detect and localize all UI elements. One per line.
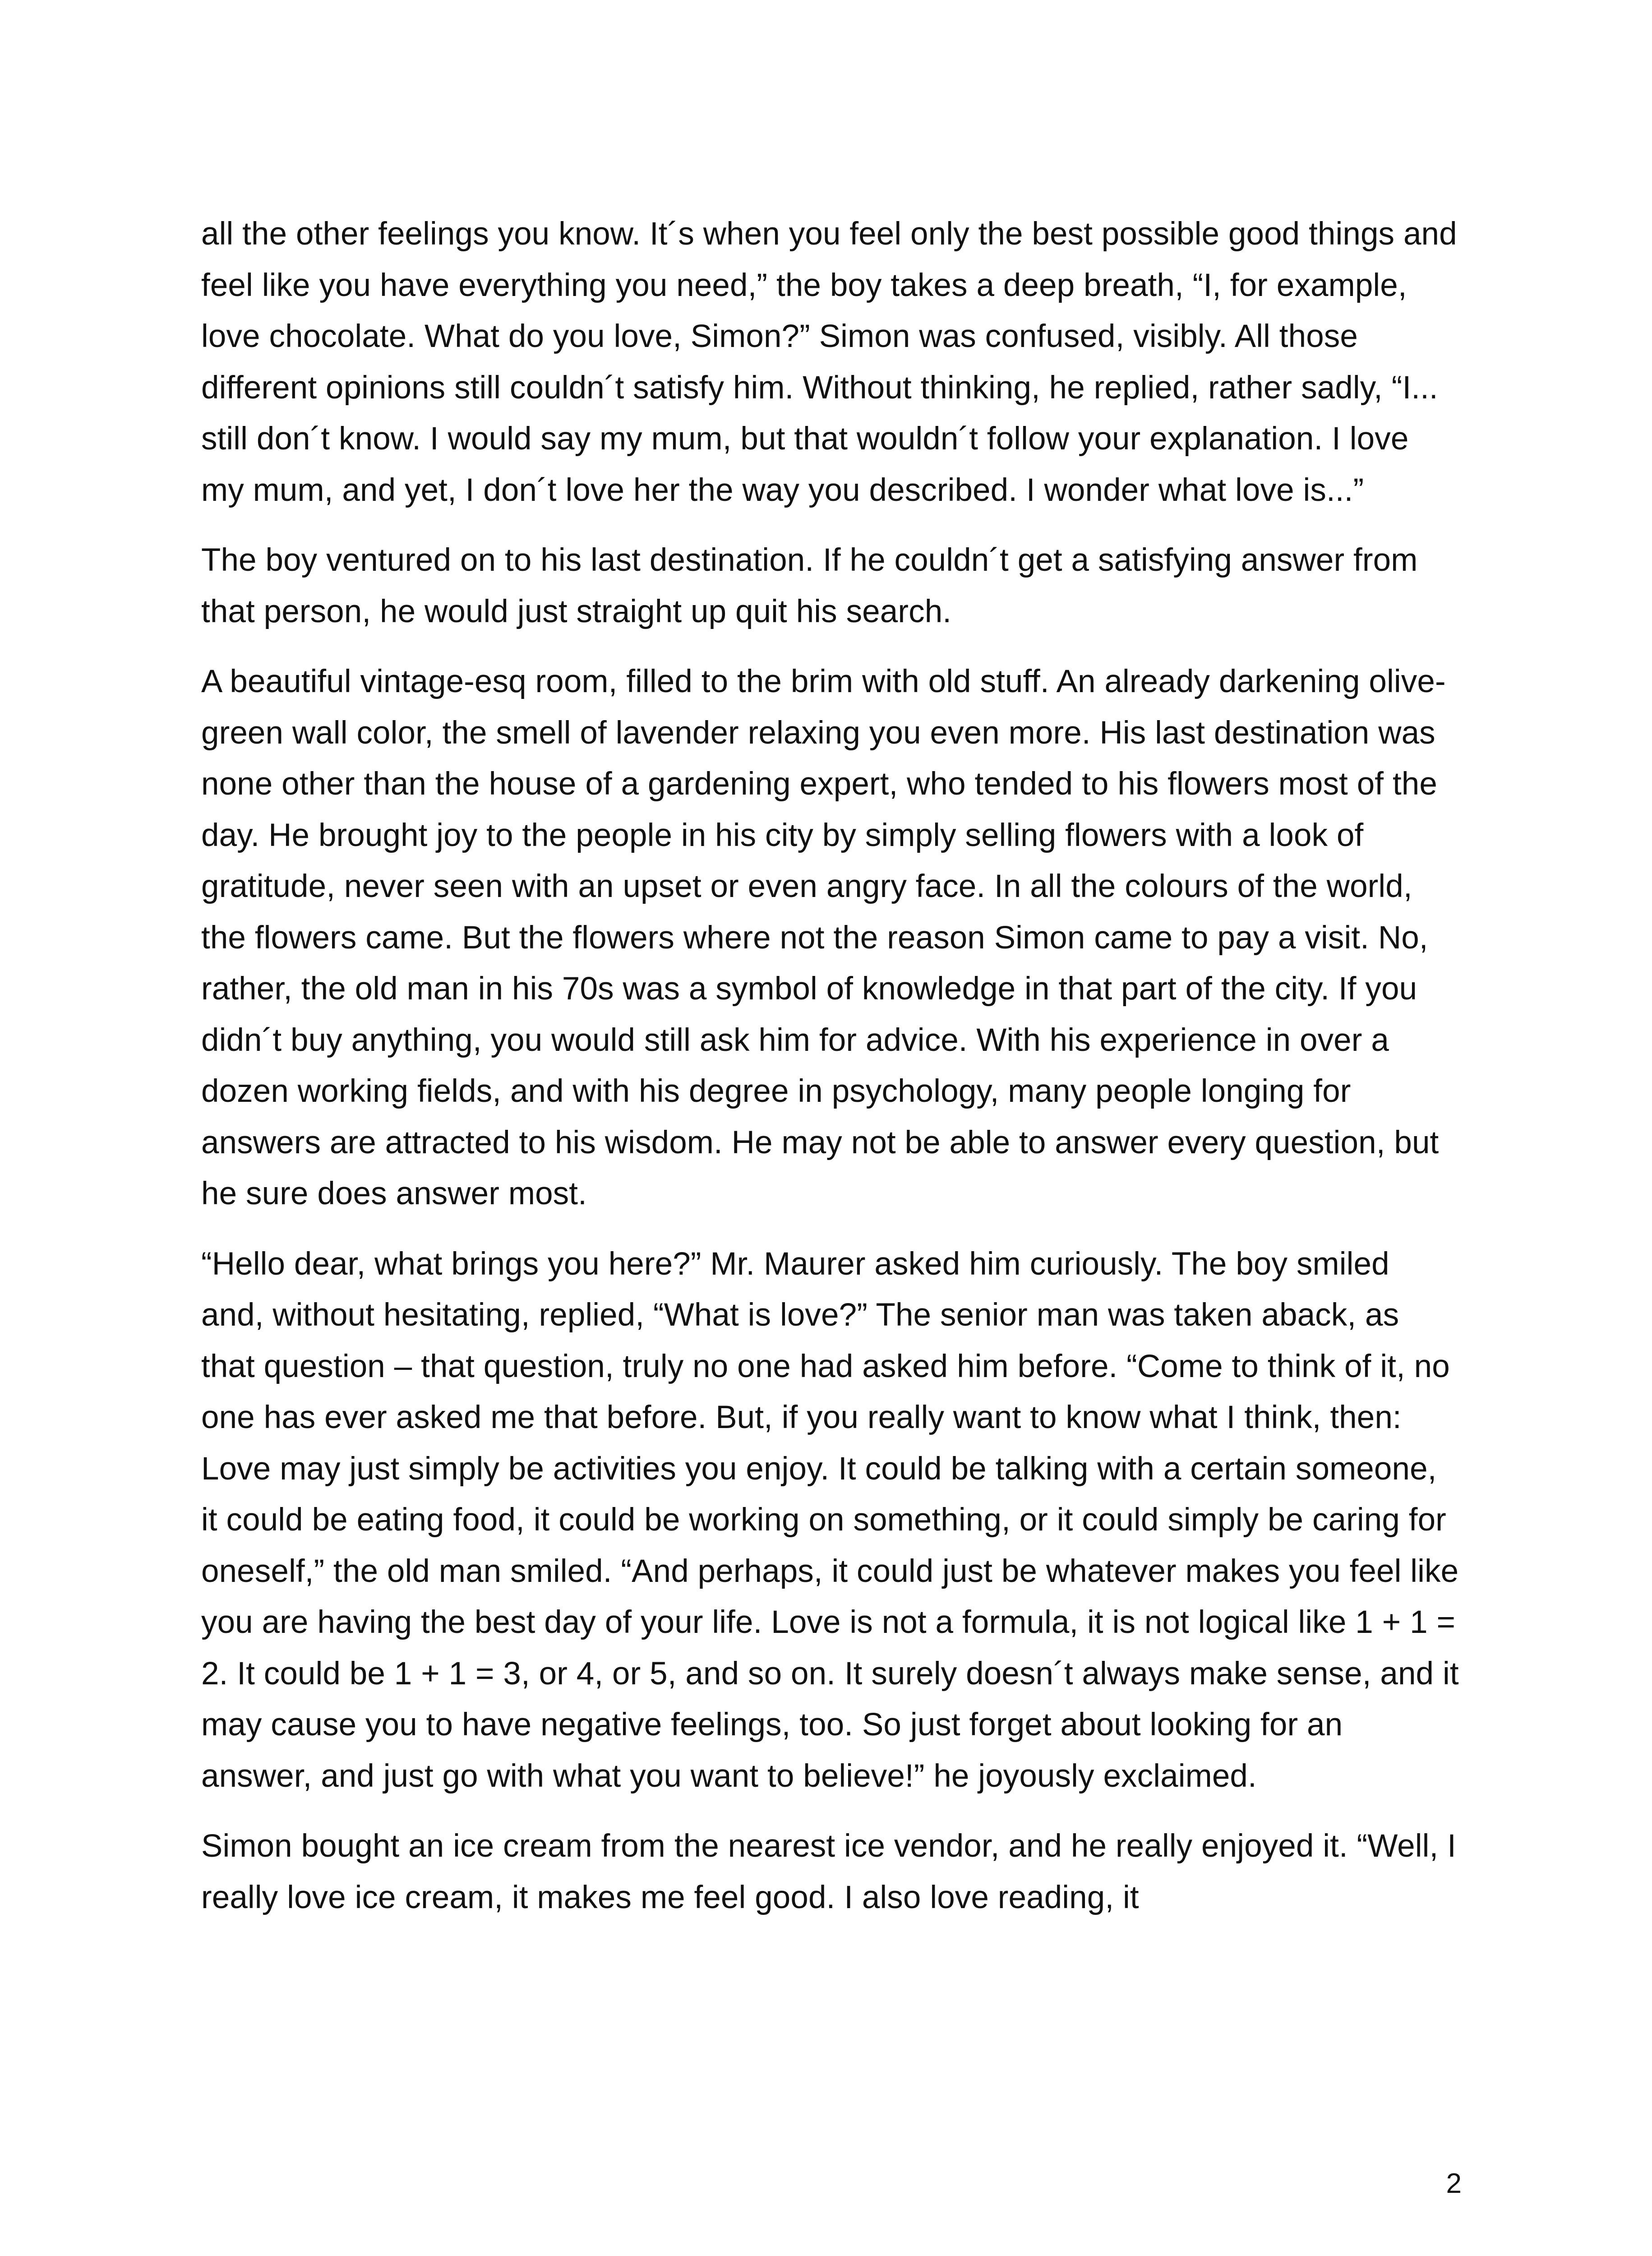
document-body	[201, 208, 1460, 1942]
page-number: 2	[1446, 2168, 1462, 2199]
paragraph: “Hello dear, what brings you here?” Mr. Maurer asked him curiously. The boy smiled and, without hesitating, replied, “What is love?” The senior man was taken aback, as that question – that question, truly no one had asked him before. “Come to think of it, no one has ever asked me that before. But, if you really want to know what I think, then: Love may just simply be activities you enjoy. It could be talking with a certain someone, it could be eating food, it could be working on something, or it could simply be caring for oneself,” the old man smiled. “And perhaps, it could just be whatever makes you feel like you are having the best day of your life. Love is not a formula, it is not logical like 1 + 1 = 2. It could be 1 + 1 = 3, or 4, or 5, and so on. It surely doesn´t always make sense, and it may cause you to have negative feelings, too. So just forget about looking for an answer, and just go with what you want to believe!” he joyously exclaimed.	[201, 1246, 1459, 1794]
paragraph: all the other feelings you know. It´s when you feel only the best possible good things and feel like you have everything you need,” the boy takes a deep breath, “I, for example, love chocolate. What do you love, Simon?” Simon was confused, visibly. All those different opinions still couldn´t satisfy him. Without thinking, he replied, rather sadly, “I... still don´t know. I would say my mum, but that wouldn´t follow your explanation. I love my mum, and yet, I don´t love her the way you described. I wonder what love is...”	[201, 216, 1457, 508]
paragraph: The boy ventured on to his last destination. If he couldn´t get a satisfying answer from that person, he would just straight up quit his search.	[201, 542, 1418, 629]
paragraph: Simon bought an ice cream from the nearest ice vendor, and he really enjoyed it. “Well, I really love ice cream, it makes me feel good. I also love reading, it	[201, 1828, 1456, 1915]
paragraph: A beautiful vintage-esq room, filled to the brim with old stuff. An already darkening olive-green wall color, the smell of lavender relaxing you even more. His last destination was none other than the house of a gardening expert, who tended to his flowers most of the day. He brought joy to the people in his city by simply selling flowers with a look of gratitude, never seen with an upset or even angry face. In all the colours of the world, the flowers came. But the flowers where not the reason Simon came to pay a visit. No, rather, the old man in his 70s was a symbol of knowledge in that part of the city. If you didn´t buy anything, you would still ask him for advice. With his experience in over a dozen working fields, and with his degree in psychology, many people longing for answers are attracted to his wisdom. He may not be able to answer every question, but he sure does answer most.	[201, 664, 1446, 1211]
